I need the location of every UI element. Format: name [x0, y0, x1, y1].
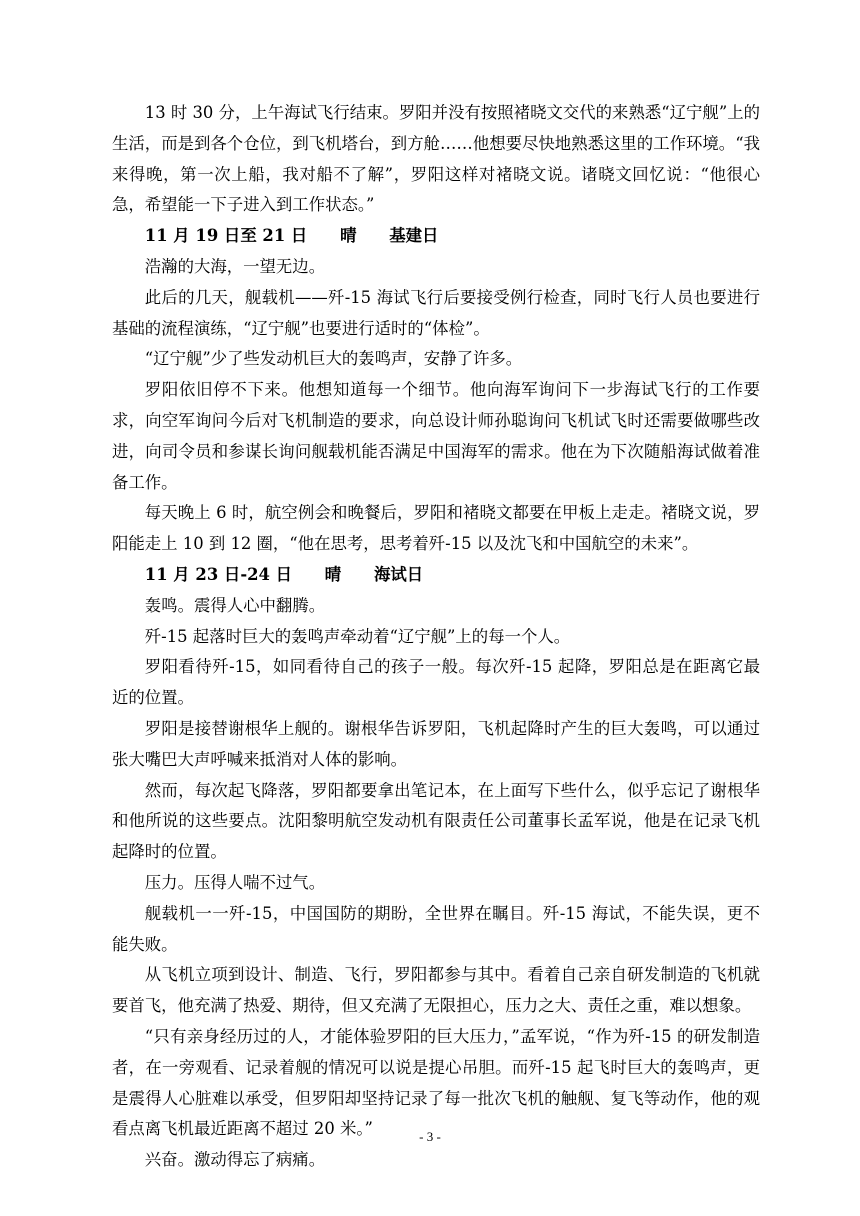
paragraph: 兴奋。激动得忘了病痛。 [144, 1150, 326, 1170]
paragraph: 浩瀚的大海，一望无边。 [144, 256, 326, 276]
section-heading: 11 月 23 日-24 日 晴 海试日 [144, 564, 424, 584]
document-body [112, 98, 760, 1176]
paragraph: 罗阳是接替谢根华上舰的。谢根华告诉罗阳，飞机起降时产生的巨大轰鸣，可以通过张大嘴巴大声呼喊来抵消对人体的影响。 [112, 718, 760, 769]
section-heading: 11 月 19 日至 21 日 晴 基建日 [144, 226, 439, 246]
paragraph: 舰载机一一歼-15，中国国防的期盼，全世界在瞩目。歼-15 海试，不能失误，更不能失败。 [112, 903, 760, 954]
paragraph: 每天晚上 6 时，航空例会和晚餐后，罗阳和褚晓文都要在甲板上走走。褚晓文说，罗阳能走上 10 到 12 圈，“他在思考，思考着歼-15 以及沈飞和中国航空的未来”。 [112, 503, 760, 554]
paragraph: 罗阳看待歼-15，如同看待自己的孩子一般。每次歼-15 起降，罗阳总是在距离它最近的位置。 [112, 657, 760, 708]
paragraph: 13 时 30 分，上午海试飞行结束。罗阳并没有按照褚晓文交代的来熟悉“辽宁舰”上的生活，而是到各个仓位，到飞机塔台，到方舱……他想要尽快地熟悉这里的工作环境。“我来得晚，第一次上船，我对船不了解”，罗阳这样对褚晓文说。诸晓文回忆说：“他很心急，希望能一下子进入到工作状态。” [112, 103, 760, 215]
paragraph: 压力。压得人喘不过气。 [144, 872, 326, 892]
paragraph: 轰鸣。震得人心中翻腾。 [144, 595, 326, 615]
paragraph: 罗阳依旧停不下来。他想知道每一个细节。他向海军询问下一步海试飞行的工作要求，向空军询问今后对飞机制造的要求，向总设计师孙聪询问飞机试飞时还需要做哪些改进，向司令员和参谋长询问舰载机能否满足中国海军的需求。他在为下次随船海试做着准备工作。 [112, 380, 760, 492]
paragraph: “辽宁舰”少了些发动机巨大的轰鸣声，安静了许多。 [144, 349, 523, 369]
paragraph: 从飞机立项到设计、制造、飞行，罗阳都参与其中。看着自己亲自研发制造的飞机就要首飞，他充满了热爱、期待，但又充满了无限担心，压力之大、责任之重，难以想象。 [112, 965, 760, 1016]
paragraph: 此后的几天，舰载机——歼-15 海试飞行后要接受例行检查，同时飞行人员也要进行基础的流程演练，“辽宁舰”也要进行适时的“体检”。 [112, 287, 760, 338]
paragraph: “只有亲身经历过的人，才能体验罗阳的巨大压力，”孟军说，“作为歼-15 的研发制造者，在一旁观看、记录着舰的情况可以说是提心吊胆。而歼-15 起飞时巨大的轰鸣声，更是震得人心脏难以承受，但罗阳却坚持记录了每一批次飞机的触舰、复飞等动作，他的观看点离飞机最近距离不超过 20 米。” [112, 1026, 760, 1139]
paragraph: 然而，每次起飞降落，罗阳都要拿出笔记本，在上面写下些什么，似乎忘记了谢根华和他所说的这些要点。沈阳黎明航空发动机有限责任公司董事长孟军说，他是在记录飞机起降时的位置。 [112, 780, 760, 862]
paragraph: 歼-15 起落时巨大的轰鸣声牵动着“辽宁舰”上的每一个人。 [144, 626, 571, 646]
page-number: - 3 - [419, 1129, 441, 1144]
